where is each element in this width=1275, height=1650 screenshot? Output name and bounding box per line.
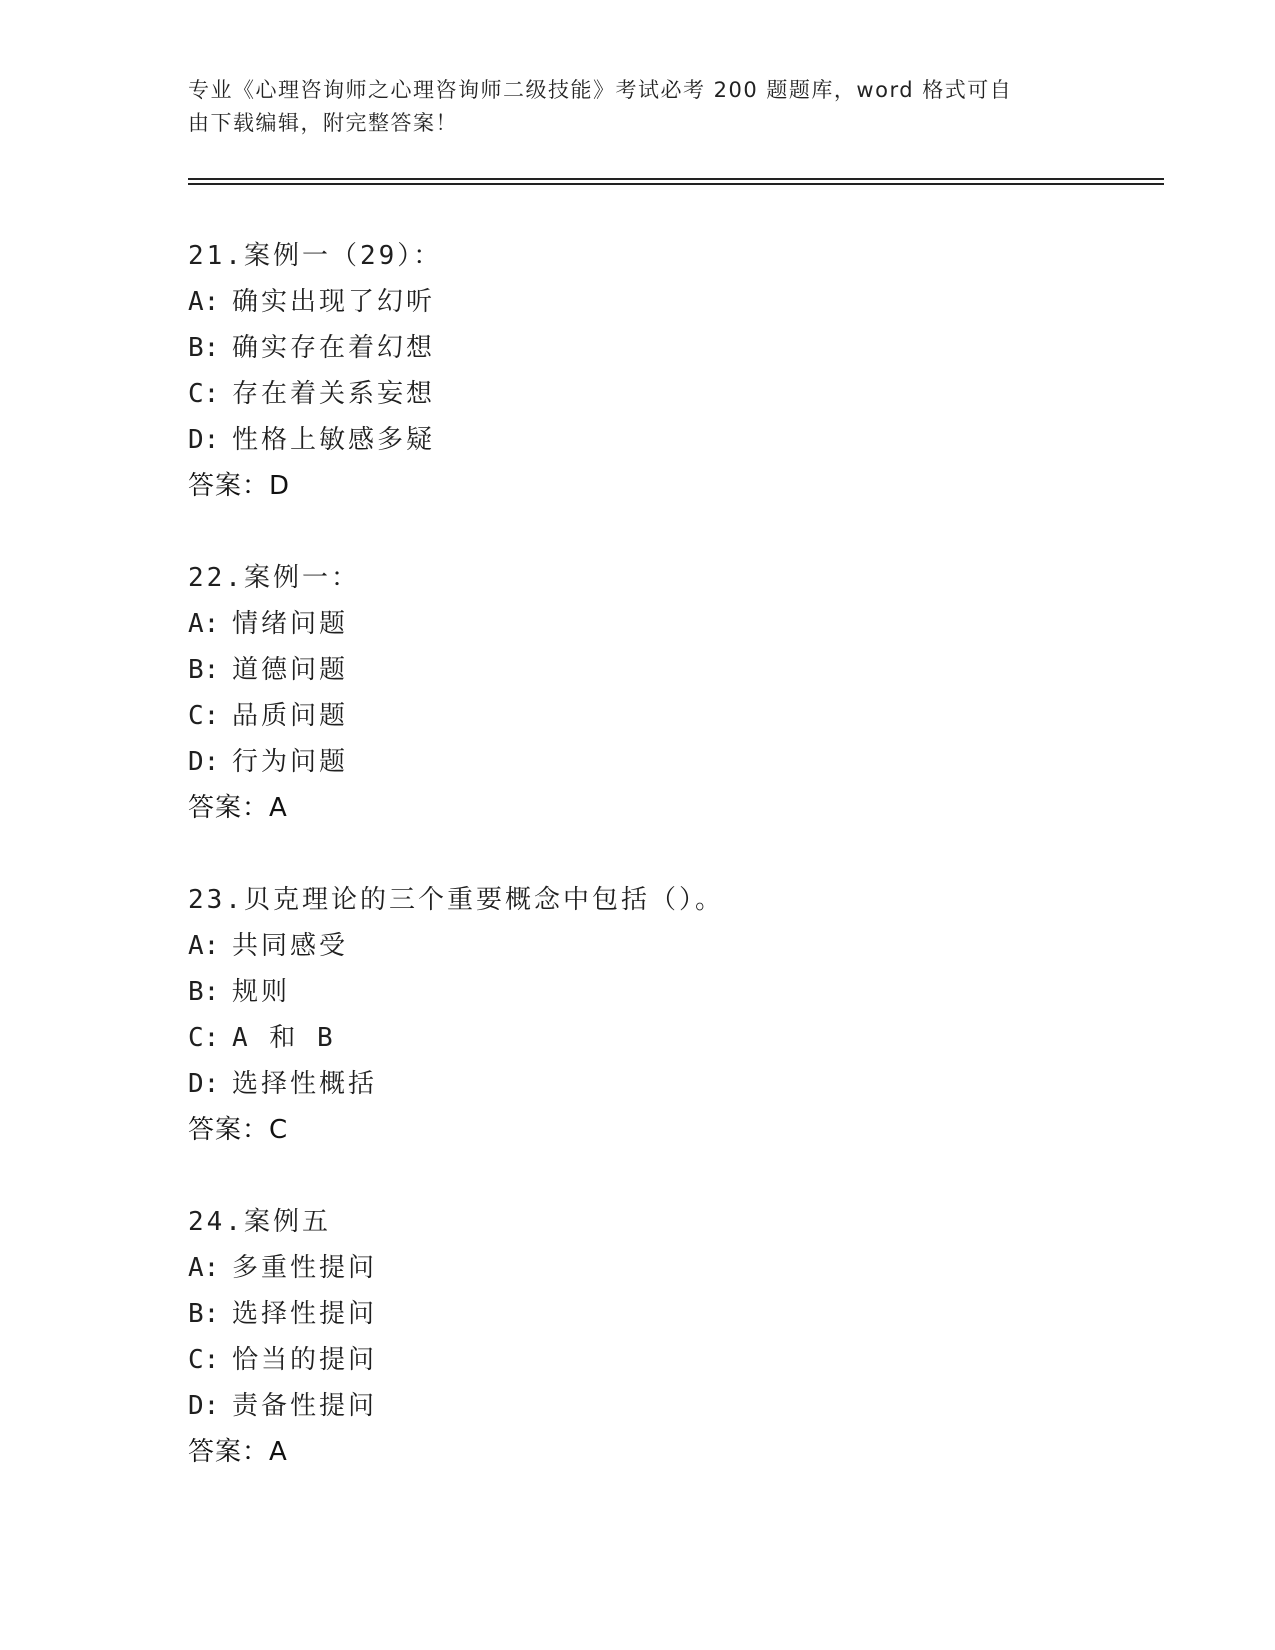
option-text: 确实存在着幻想 bbox=[232, 333, 436, 363]
option-a bbox=[188, 923, 1148, 969]
option-letter: D: bbox=[188, 1391, 220, 1421]
option-d bbox=[188, 1383, 1148, 1429]
option-text: 行为问题 bbox=[232, 747, 349, 777]
option-letter: B: bbox=[188, 1299, 220, 1329]
option-text: 品质问题 bbox=[232, 701, 349, 731]
option-letter: C: bbox=[188, 1023, 220, 1053]
question-22 bbox=[188, 555, 1148, 831]
option-c bbox=[188, 1015, 1148, 1061]
question-24 bbox=[188, 1199, 1148, 1475]
option-c bbox=[188, 693, 1148, 739]
option-text: 恰当的提问 bbox=[232, 1345, 378, 1375]
option-letter: B: bbox=[188, 977, 220, 1007]
option-text: 确实出现了幻听 bbox=[232, 287, 436, 317]
answer-line: 答案：A bbox=[188, 793, 288, 823]
option-text: 责备性提问 bbox=[232, 1391, 378, 1421]
option-text: 规则 bbox=[232, 977, 291, 1007]
option-letter: D: bbox=[188, 425, 220, 455]
option-text: 性格上敏感多疑 bbox=[232, 425, 436, 455]
answer-line: 答案：C bbox=[188, 1115, 289, 1145]
option-letter: C: bbox=[188, 379, 220, 409]
option-a bbox=[188, 601, 1148, 647]
option-b bbox=[188, 647, 1148, 693]
header-divider-bottom bbox=[188, 183, 1164, 185]
option-text: 选择性提问 bbox=[232, 1299, 378, 1329]
option-b bbox=[188, 969, 1148, 1015]
option-letter: A: bbox=[188, 1253, 220, 1283]
intro-line-1: 专业《心理咨询师之心理咨询师二级技能》考试必考 200 题题库，word 格式可自 bbox=[188, 78, 1013, 102]
question-list bbox=[188, 233, 1148, 1521]
document-intro bbox=[188, 74, 1068, 140]
option-letter: C: bbox=[188, 701, 220, 731]
question-21 bbox=[188, 233, 1148, 509]
option-letter: B: bbox=[188, 655, 220, 685]
question-23 bbox=[188, 877, 1148, 1153]
question-stem: 23.贝克理论的三个重要概念中包括（）。 bbox=[188, 885, 724, 915]
option-c bbox=[188, 1337, 1148, 1383]
question-stem: 22.案例一： bbox=[188, 563, 360, 593]
option-a bbox=[188, 1245, 1148, 1291]
option-d bbox=[188, 1061, 1148, 1107]
option-text: A 和 B bbox=[232, 1023, 336, 1053]
option-b bbox=[188, 325, 1148, 371]
answer-line: 答案：A bbox=[188, 1437, 288, 1467]
question-stem: 21.案例一（29）： bbox=[188, 241, 443, 271]
option-text: 选择性概括 bbox=[232, 1069, 378, 1099]
option-text: 道德问题 bbox=[232, 655, 349, 685]
header-divider-top bbox=[188, 178, 1164, 180]
option-d bbox=[188, 739, 1148, 785]
option-letter: A: bbox=[188, 287, 220, 317]
option-b bbox=[188, 1291, 1148, 1337]
option-letter: C: bbox=[188, 1345, 220, 1375]
option-letter: D: bbox=[188, 1069, 220, 1099]
option-text: 多重性提问 bbox=[232, 1253, 378, 1283]
option-letter: A: bbox=[188, 609, 220, 639]
option-letter: A: bbox=[188, 931, 220, 961]
option-text: 存在着关系妄想 bbox=[232, 379, 436, 409]
option-a bbox=[188, 279, 1148, 325]
intro-line-2: 由下载编辑，附完整答案！ bbox=[188, 111, 458, 135]
option-letter: D: bbox=[188, 747, 220, 777]
option-text: 共同感受 bbox=[232, 931, 349, 961]
option-letter: B: bbox=[188, 333, 220, 363]
option-d bbox=[188, 417, 1148, 463]
option-c bbox=[188, 371, 1148, 417]
question-stem: 24.案例五 bbox=[188, 1207, 331, 1237]
answer-line: 答案：D bbox=[188, 471, 291, 501]
option-text: 情绪问题 bbox=[232, 609, 349, 639]
